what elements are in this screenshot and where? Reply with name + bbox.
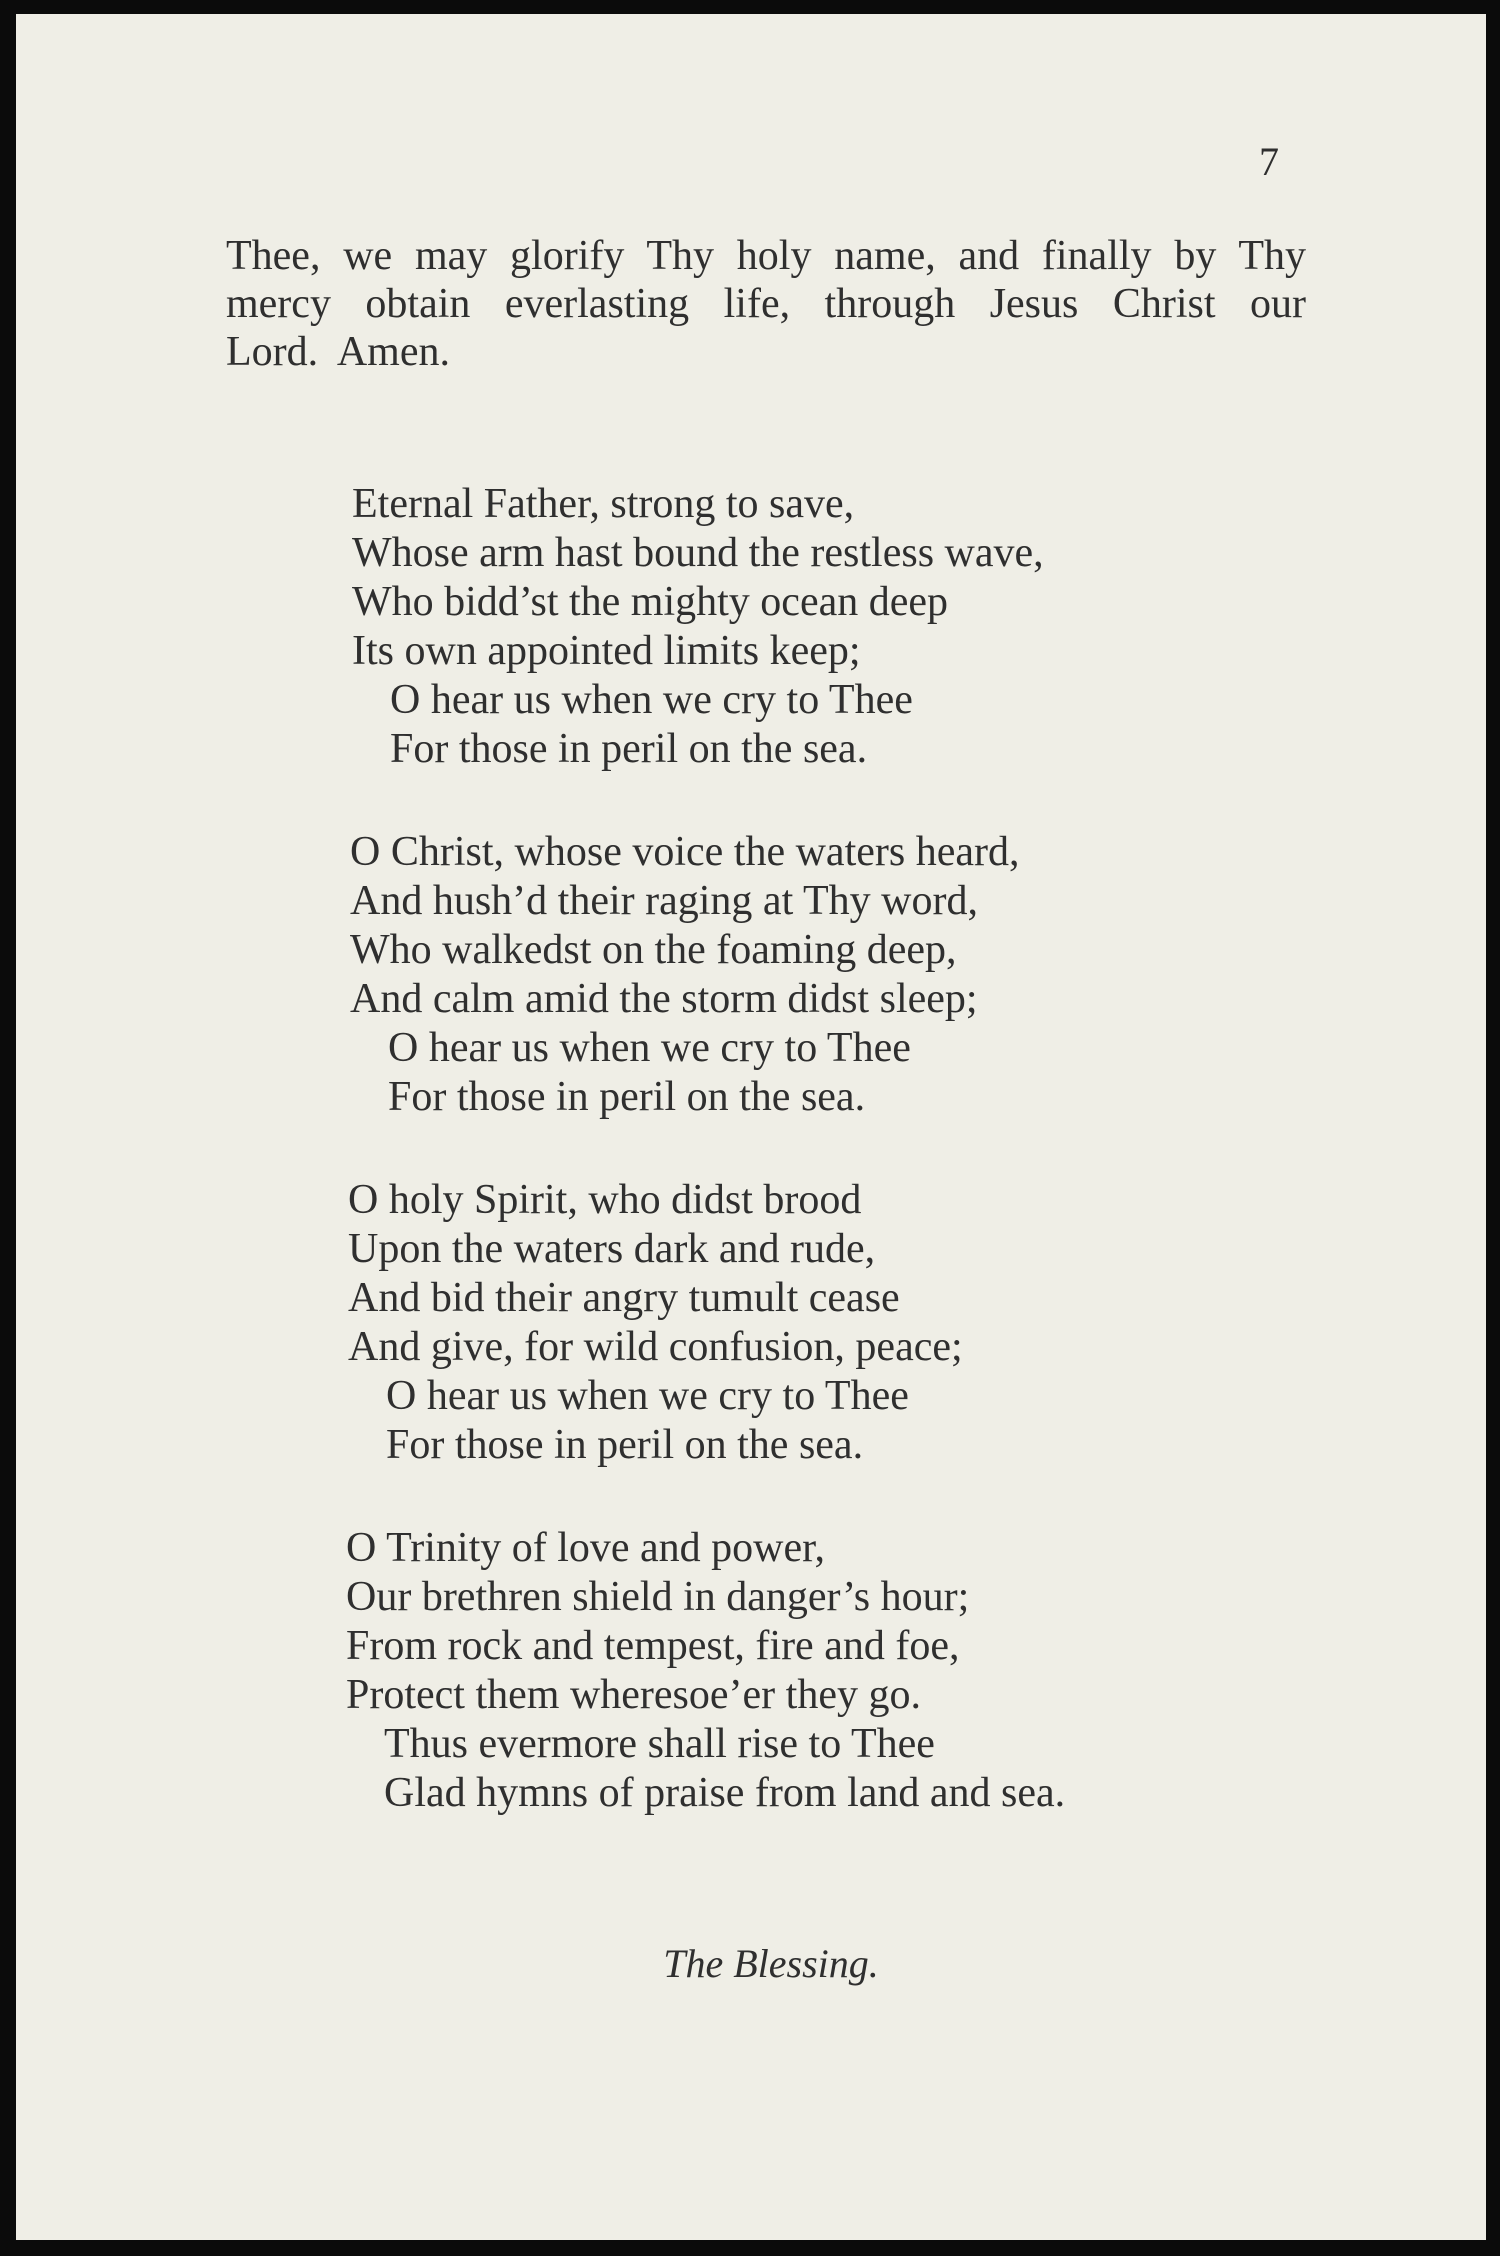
refrain-line: For those in peril on the sea. bbox=[386, 1422, 864, 1468]
refrain-line: O hear us when we cry to Thee bbox=[388, 1025, 911, 1071]
verse-line: O Christ, whose voice the waters heard, bbox=[350, 829, 1020, 875]
verse-line: Our brethren shield in danger’s hour; bbox=[346, 1574, 970, 1620]
hymn-verse-3 bbox=[348, 1176, 963, 1470]
prayer-line: Lord. Amen. bbox=[226, 329, 450, 375]
verse-line: Who walkedst on the foaming deep, bbox=[350, 927, 957, 973]
hymn-verse-2 bbox=[350, 828, 1019, 1122]
prayer-closing bbox=[226, 232, 1306, 376]
verse-line: Its own appointed limits keep; bbox=[352, 628, 861, 674]
refrain-line: Thus evermore shall rise to Thee bbox=[384, 1721, 935, 1767]
refrain-line: O hear us when we cry to Thee bbox=[390, 677, 913, 723]
verse-line: O Trinity of love and power, bbox=[346, 1525, 825, 1571]
verse-line: From rock and tempest, fire and foe, bbox=[346, 1623, 960, 1669]
verse-line: Eternal Father, strong to save, bbox=[352, 481, 855, 527]
prayer-line: mercy obtain everlasting life, through Jesus Christ our bbox=[226, 281, 1306, 327]
refrain-line: Glad hymns of praise from land and sea. bbox=[384, 1770, 1066, 1816]
hymn-verse-4 bbox=[346, 1524, 1065, 1818]
verse-line: Whose arm hast bound the restless wave, bbox=[352, 530, 1044, 576]
verse-line: And hush’d their raging at Thy word, bbox=[350, 878, 978, 924]
verse-line: And give, for wild confusion, peace; bbox=[348, 1324, 963, 1370]
refrain-line: For those in peril on the sea. bbox=[388, 1074, 866, 1120]
refrain-line: O hear us when we cry to Thee bbox=[386, 1373, 909, 1419]
verse-line: And bid their angry tumult cease bbox=[348, 1275, 900, 1321]
verse-line: And calm amid the storm didst sleep; bbox=[350, 976, 978, 1022]
document-page bbox=[16, 14, 1486, 2240]
hymn-verse-1 bbox=[352, 480, 1044, 774]
verse-line: Protect them wheresoe’er they go. bbox=[346, 1672, 921, 1718]
blessing-heading: The Blessing. bbox=[663, 1941, 879, 1986]
verse-line: O holy Spirit, who didst brood bbox=[348, 1177, 862, 1223]
verse-line: Upon the waters dark and rude, bbox=[348, 1226, 876, 1272]
prayer-line: Thee, we may glorify Thy holy name, and finally by Thy bbox=[226, 233, 1306, 279]
refrain-line: For those in peril on the sea. bbox=[390, 726, 868, 772]
verse-line: Who bidd’st the mighty ocean deep bbox=[352, 579, 949, 625]
page-number: 7 bbox=[1259, 139, 1279, 184]
